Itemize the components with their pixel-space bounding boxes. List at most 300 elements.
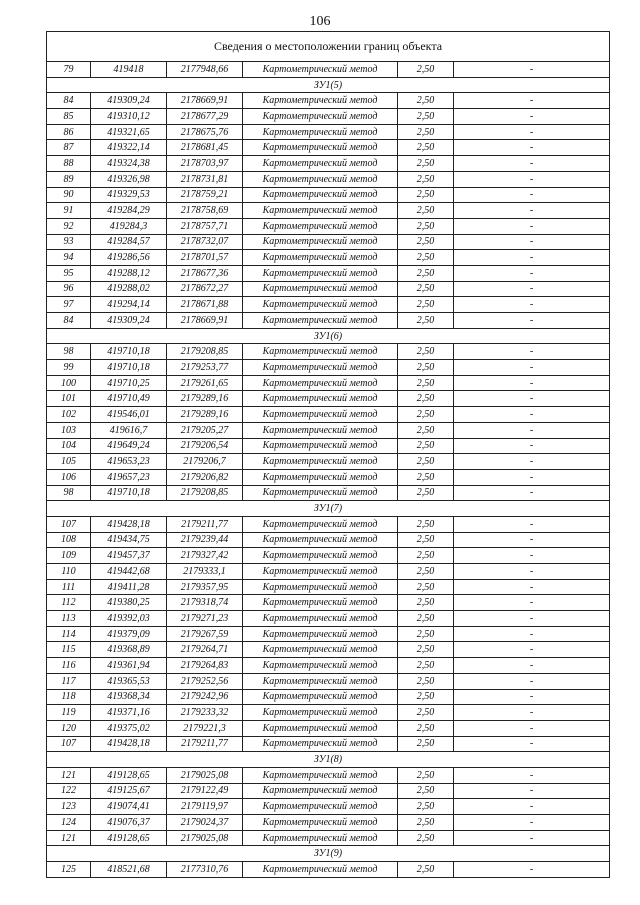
note-cell: -	[454, 250, 610, 266]
table-row	[47, 124, 610, 140]
point-number-cell: 115	[47, 642, 91, 658]
table-row	[47, 564, 610, 580]
x-coordinate-cell: 419428,18	[91, 736, 167, 752]
x-coordinate-cell: 419418	[91, 62, 167, 78]
precision-cell: 2,50	[398, 579, 454, 595]
method-cell: Картометрический метод	[243, 767, 398, 783]
precision-cell: 2,50	[398, 422, 454, 438]
section-title: ЗУ1(8)	[47, 752, 610, 768]
precision-cell: 2,50	[398, 407, 454, 423]
precision-cell: 2,50	[398, 532, 454, 548]
y-coordinate-cell: 2178758,69	[167, 203, 243, 219]
y-coordinate-cell: 2179221,3	[167, 720, 243, 736]
precision-cell: 2,50	[398, 391, 454, 407]
note-cell: -	[454, 815, 610, 831]
y-coordinate-cell: 2178759,21	[167, 187, 243, 203]
table-row	[47, 203, 610, 219]
point-number-cell: 125	[47, 862, 91, 878]
table-row	[47, 391, 610, 407]
x-coordinate-cell: 419657,23	[91, 469, 167, 485]
x-coordinate-cell: 419286,56	[91, 250, 167, 266]
y-coordinate-cell: 2179211,77	[167, 736, 243, 752]
point-number-cell: 107	[47, 736, 91, 752]
method-cell: Картометрический метод	[243, 658, 398, 674]
note-cell: -	[454, 124, 610, 140]
point-number-cell: 87	[47, 140, 91, 156]
precision-cell: 2,50	[398, 611, 454, 627]
precision-cell: 2,50	[398, 469, 454, 485]
x-coordinate-cell: 419284,57	[91, 234, 167, 250]
method-cell: Картометрический метод	[243, 454, 398, 470]
note-cell: -	[454, 579, 610, 595]
point-number-cell: 107	[47, 516, 91, 532]
table-row	[47, 187, 610, 203]
table-row	[47, 516, 610, 532]
table-body	[47, 32, 610, 878]
y-coordinate-cell: 2178757,71	[167, 218, 243, 234]
note-cell: -	[454, 626, 610, 642]
precision-cell: 2,50	[398, 767, 454, 783]
method-cell: Картометрический метод	[243, 297, 398, 313]
note-cell: -	[454, 673, 610, 689]
method-cell: Картометрический метод	[243, 344, 398, 360]
point-number-cell: 98	[47, 344, 91, 360]
x-coordinate-cell: 419329,53	[91, 187, 167, 203]
point-number-cell: 117	[47, 673, 91, 689]
note-cell: -	[454, 93, 610, 109]
x-coordinate-cell: 419649,24	[91, 438, 167, 454]
y-coordinate-cell: 2178731,81	[167, 171, 243, 187]
point-number-cell: 123	[47, 799, 91, 815]
x-coordinate-cell: 419326,98	[91, 171, 167, 187]
x-coordinate-cell: 418521,68	[91, 862, 167, 878]
section-title: ЗУ1(6)	[47, 328, 610, 344]
precision-cell: 2,50	[398, 658, 454, 674]
method-cell: Картометрический метод	[243, 626, 398, 642]
y-coordinate-cell: 2178672,27	[167, 281, 243, 297]
point-number-cell: 96	[47, 281, 91, 297]
note-cell: -	[454, 469, 610, 485]
point-number-cell: 116	[47, 658, 91, 674]
table-row	[47, 595, 610, 611]
method-cell: Картометрический метод	[243, 438, 398, 454]
method-cell: Картометрический метод	[243, 250, 398, 266]
x-coordinate-cell: 419288,12	[91, 265, 167, 281]
y-coordinate-cell: 2179239,44	[167, 532, 243, 548]
precision-cell: 2,50	[398, 595, 454, 611]
x-coordinate-cell: 419284,29	[91, 203, 167, 219]
section-header-row	[47, 328, 610, 344]
note-cell: -	[454, 862, 610, 878]
point-number-cell: 97	[47, 297, 91, 313]
table-row	[47, 626, 610, 642]
y-coordinate-cell: 2179318,74	[167, 595, 243, 611]
method-cell: Картометрический метод	[243, 218, 398, 234]
precision-cell: 2,50	[398, 203, 454, 219]
table-row	[47, 815, 610, 831]
point-number-cell: 121	[47, 767, 91, 783]
precision-cell: 2,50	[398, 799, 454, 815]
precision-cell: 2,50	[398, 705, 454, 721]
method-cell: Картометрический метод	[243, 281, 398, 297]
point-number-cell: 79	[47, 62, 91, 78]
table-row	[47, 234, 610, 250]
method-cell: Картометрический метод	[243, 203, 398, 219]
precision-cell: 2,50	[398, 62, 454, 78]
note-cell: -	[454, 297, 610, 313]
y-coordinate-cell: 2178681,45	[167, 140, 243, 156]
point-number-cell: 113	[47, 611, 91, 627]
x-coordinate-cell: 419365,53	[91, 673, 167, 689]
y-coordinate-cell: 2179271,23	[167, 611, 243, 627]
table-row	[47, 689, 610, 705]
x-coordinate-cell: 419284,3	[91, 218, 167, 234]
note-cell: -	[454, 187, 610, 203]
precision-cell: 2,50	[398, 250, 454, 266]
method-cell: Картометрический метод	[243, 516, 398, 532]
point-number-cell: 95	[47, 265, 91, 281]
method-cell: Картометрический метод	[243, 171, 398, 187]
table-row	[47, 611, 610, 627]
method-cell: Картометрический метод	[243, 705, 398, 721]
y-coordinate-cell: 2178677,29	[167, 109, 243, 125]
note-cell: -	[454, 265, 610, 281]
method-cell: Картометрический метод	[243, 187, 398, 203]
table-row	[47, 422, 610, 438]
precision-cell: 2,50	[398, 234, 454, 250]
point-number-cell: 92	[47, 218, 91, 234]
point-number-cell: 84	[47, 93, 91, 109]
section-header-row	[47, 846, 610, 862]
point-number-cell: 122	[47, 783, 91, 799]
x-coordinate-cell: 419076,37	[91, 815, 167, 831]
table-row	[47, 579, 610, 595]
method-cell: Картометрический метод	[243, 736, 398, 752]
table-row	[47, 485, 610, 501]
table-row	[47, 673, 610, 689]
section-title: ЗУ1(5)	[47, 77, 610, 93]
table-row	[47, 218, 610, 234]
y-coordinate-cell: 2179252,56	[167, 673, 243, 689]
method-cell: Картометрический метод	[243, 391, 398, 407]
note-cell: -	[454, 689, 610, 705]
x-coordinate-cell: 419368,34	[91, 689, 167, 705]
x-coordinate-cell: 419309,24	[91, 313, 167, 329]
method-cell: Картометрический метод	[243, 673, 398, 689]
note-cell: -	[454, 454, 610, 470]
point-number-cell: 106	[47, 469, 91, 485]
note-cell: -	[454, 783, 610, 799]
y-coordinate-cell: 2179206,7	[167, 454, 243, 470]
method-cell: Картометрический метод	[243, 642, 398, 658]
method-cell: Картометрический метод	[243, 156, 398, 172]
table-row	[47, 407, 610, 423]
y-coordinate-cell: 2179025,08	[167, 767, 243, 783]
section-header-row	[47, 77, 610, 93]
x-coordinate-cell: 419324,38	[91, 156, 167, 172]
x-coordinate-cell: 419310,12	[91, 109, 167, 125]
y-coordinate-cell: 2179206,82	[167, 469, 243, 485]
point-number-cell: 98	[47, 485, 91, 501]
precision-cell: 2,50	[398, 736, 454, 752]
point-number-cell: 105	[47, 454, 91, 470]
y-coordinate-cell: 2178671,88	[167, 297, 243, 313]
method-cell: Картометрический метод	[243, 313, 398, 329]
method-cell: Картометрический метод	[243, 124, 398, 140]
method-cell: Картометрический метод	[243, 375, 398, 391]
table-caption-row	[47, 32, 610, 62]
method-cell: Картометрический метод	[243, 862, 398, 878]
point-number-cell: 100	[47, 375, 91, 391]
note-cell: -	[454, 391, 610, 407]
y-coordinate-cell: 2179208,85	[167, 344, 243, 360]
x-coordinate-cell: 419457,37	[91, 548, 167, 564]
note-cell: -	[454, 203, 610, 219]
y-coordinate-cell: 2179208,85	[167, 485, 243, 501]
table-row	[47, 532, 610, 548]
x-coordinate-cell: 419710,18	[91, 360, 167, 376]
point-number-cell: 111	[47, 579, 91, 595]
table-row	[47, 62, 610, 78]
precision-cell: 2,50	[398, 265, 454, 281]
x-coordinate-cell: 419434,75	[91, 532, 167, 548]
x-coordinate-cell: 419125,67	[91, 783, 167, 799]
y-coordinate-cell: 2179264,71	[167, 642, 243, 658]
y-coordinate-cell: 2179253,77	[167, 360, 243, 376]
y-coordinate-cell: 2179264,83	[167, 658, 243, 674]
precision-cell: 2,50	[398, 454, 454, 470]
point-number-cell: 120	[47, 720, 91, 736]
precision-cell: 2,50	[398, 218, 454, 234]
section-title: ЗУ1(9)	[47, 846, 610, 862]
method-cell: Картометрический метод	[243, 93, 398, 109]
note-cell: -	[454, 62, 610, 78]
x-coordinate-cell: 419392,03	[91, 611, 167, 627]
table-row	[47, 767, 610, 783]
precision-cell: 2,50	[398, 642, 454, 658]
precision-cell: 2,50	[398, 438, 454, 454]
table-row	[47, 830, 610, 846]
table-row	[47, 171, 610, 187]
precision-cell: 2,50	[398, 815, 454, 831]
precision-cell: 2,50	[398, 344, 454, 360]
precision-cell: 2,50	[398, 313, 454, 329]
point-number-cell: 91	[47, 203, 91, 219]
point-number-cell: 89	[47, 171, 91, 187]
x-coordinate-cell: 419616,7	[91, 422, 167, 438]
note-cell: -	[454, 156, 610, 172]
y-coordinate-cell: 2179122,49	[167, 783, 243, 799]
note-cell: -	[454, 234, 610, 250]
x-coordinate-cell: 419375,02	[91, 720, 167, 736]
y-coordinate-cell: 2178675,76	[167, 124, 243, 140]
precision-cell: 2,50	[398, 187, 454, 203]
note-cell: -	[454, 611, 610, 627]
method-cell: Картометрический метод	[243, 62, 398, 78]
point-number-cell: 104	[47, 438, 91, 454]
method-cell: Картометрический метод	[243, 485, 398, 501]
precision-cell: 2,50	[398, 297, 454, 313]
x-coordinate-cell: 419074,41	[91, 799, 167, 815]
precision-cell: 2,50	[398, 485, 454, 501]
precision-cell: 2,50	[398, 93, 454, 109]
method-cell: Картометрический метод	[243, 360, 398, 376]
note-cell: -	[454, 705, 610, 721]
point-number-cell: 119	[47, 705, 91, 721]
note-cell: -	[454, 720, 610, 736]
y-coordinate-cell: 2178669,91	[167, 313, 243, 329]
note-cell: -	[454, 344, 610, 360]
y-coordinate-cell: 2178732,07	[167, 234, 243, 250]
point-number-cell: 90	[47, 187, 91, 203]
point-number-cell: 124	[47, 815, 91, 831]
point-number-cell: 93	[47, 234, 91, 250]
method-cell: Картометрический метод	[243, 422, 398, 438]
note-cell: -	[454, 281, 610, 297]
x-coordinate-cell: 419322,14	[91, 140, 167, 156]
note-cell: -	[454, 642, 610, 658]
table-row	[47, 799, 610, 815]
section-header-row	[47, 752, 610, 768]
method-cell: Картометрический метод	[243, 595, 398, 611]
method-cell: Картометрический метод	[243, 799, 398, 815]
note-cell: -	[454, 313, 610, 329]
table-row	[47, 705, 610, 721]
method-cell: Картометрический метод	[243, 783, 398, 799]
y-coordinate-cell: 2178701,57	[167, 250, 243, 266]
x-coordinate-cell: 419442,68	[91, 564, 167, 580]
y-coordinate-cell: 2179025,08	[167, 830, 243, 846]
point-number-cell: 94	[47, 250, 91, 266]
y-coordinate-cell: 2179261,65	[167, 375, 243, 391]
y-coordinate-cell: 2179211,77	[167, 516, 243, 532]
x-coordinate-cell: 419546,01	[91, 407, 167, 423]
precision-cell: 2,50	[398, 171, 454, 187]
note-cell: -	[454, 516, 610, 532]
page-number: 106	[309, 14, 331, 29]
table-row	[47, 297, 610, 313]
method-cell: Картометрический метод	[243, 140, 398, 156]
method-cell: Картометрический метод	[243, 407, 398, 423]
precision-cell: 2,50	[398, 548, 454, 564]
table-row	[47, 469, 610, 485]
precision-cell: 2,50	[398, 720, 454, 736]
point-number-cell: 88	[47, 156, 91, 172]
x-coordinate-cell: 419128,65	[91, 830, 167, 846]
point-number-cell: 110	[47, 564, 91, 580]
precision-cell: 2,50	[398, 862, 454, 878]
precision-cell: 2,50	[398, 516, 454, 532]
boundary-coordinates-table	[46, 31, 610, 878]
y-coordinate-cell: 2179333,1	[167, 564, 243, 580]
note-cell: -	[454, 407, 610, 423]
note-cell: -	[454, 422, 610, 438]
y-coordinate-cell: 2177310,76	[167, 862, 243, 878]
y-coordinate-cell: 2179357,95	[167, 579, 243, 595]
point-number-cell: 121	[47, 830, 91, 846]
point-number-cell: 84	[47, 313, 91, 329]
note-cell: -	[454, 485, 610, 501]
method-cell: Картометрический метод	[243, 830, 398, 846]
y-coordinate-cell: 2178669,91	[167, 93, 243, 109]
x-coordinate-cell: 419710,18	[91, 485, 167, 501]
y-coordinate-cell: 2179205,27	[167, 422, 243, 438]
note-cell: -	[454, 767, 610, 783]
method-cell: Картометрический метод	[243, 815, 398, 831]
note-cell: -	[454, 830, 610, 846]
method-cell: Картометрический метод	[243, 548, 398, 564]
table-row	[47, 109, 610, 125]
x-coordinate-cell: 419428,18	[91, 516, 167, 532]
y-coordinate-cell: 2179289,16	[167, 407, 243, 423]
note-cell: -	[454, 171, 610, 187]
x-coordinate-cell: 419710,25	[91, 375, 167, 391]
table-row	[47, 265, 610, 281]
x-coordinate-cell: 419710,18	[91, 344, 167, 360]
y-coordinate-cell: 2179242,96	[167, 689, 243, 705]
precision-cell: 2,50	[398, 360, 454, 376]
note-cell: -	[454, 218, 610, 234]
y-coordinate-cell: 2179119,97	[167, 799, 243, 815]
precision-cell: 2,50	[398, 124, 454, 140]
point-number-cell: 108	[47, 532, 91, 548]
note-cell: -	[454, 736, 610, 752]
table-row	[47, 250, 610, 266]
precision-cell: 2,50	[398, 375, 454, 391]
method-cell: Картометрический метод	[243, 469, 398, 485]
table-row	[47, 313, 610, 329]
x-coordinate-cell: 419371,16	[91, 705, 167, 721]
section-header-row	[47, 501, 610, 517]
table-row	[47, 156, 610, 172]
precision-cell: 2,50	[398, 156, 454, 172]
x-coordinate-cell: 419288,02	[91, 281, 167, 297]
precision-cell: 2,50	[398, 689, 454, 705]
x-coordinate-cell: 419309,24	[91, 93, 167, 109]
y-coordinate-cell: 2178703,97	[167, 156, 243, 172]
table-row	[47, 548, 610, 564]
x-coordinate-cell: 419294,14	[91, 297, 167, 313]
precision-cell: 2,50	[398, 140, 454, 156]
table-row	[47, 642, 610, 658]
note-cell: -	[454, 658, 610, 674]
x-coordinate-cell: 419128,65	[91, 767, 167, 783]
x-coordinate-cell: 419379,09	[91, 626, 167, 642]
table-caption: Сведения о местоположении границ объекта	[47, 32, 610, 62]
table-row	[47, 454, 610, 470]
point-number-cell: 114	[47, 626, 91, 642]
note-cell: -	[454, 109, 610, 125]
table-row	[47, 93, 610, 109]
table-row	[47, 360, 610, 376]
precision-cell: 2,50	[398, 281, 454, 297]
x-coordinate-cell: 419380,25	[91, 595, 167, 611]
precision-cell: 2,50	[398, 626, 454, 642]
note-cell: -	[454, 595, 610, 611]
section-title: ЗУ1(7)	[47, 501, 610, 517]
method-cell: Картометрический метод	[243, 564, 398, 580]
y-coordinate-cell: 2179233,32	[167, 705, 243, 721]
note-cell: -	[454, 375, 610, 391]
point-number-cell: 102	[47, 407, 91, 423]
table-row	[47, 783, 610, 799]
method-cell: Картометрический метод	[243, 532, 398, 548]
point-number-cell: 85	[47, 109, 91, 125]
y-coordinate-cell: 2179267,59	[167, 626, 243, 642]
method-cell: Картометрический метод	[243, 265, 398, 281]
precision-cell: 2,50	[398, 109, 454, 125]
point-number-cell: 101	[47, 391, 91, 407]
